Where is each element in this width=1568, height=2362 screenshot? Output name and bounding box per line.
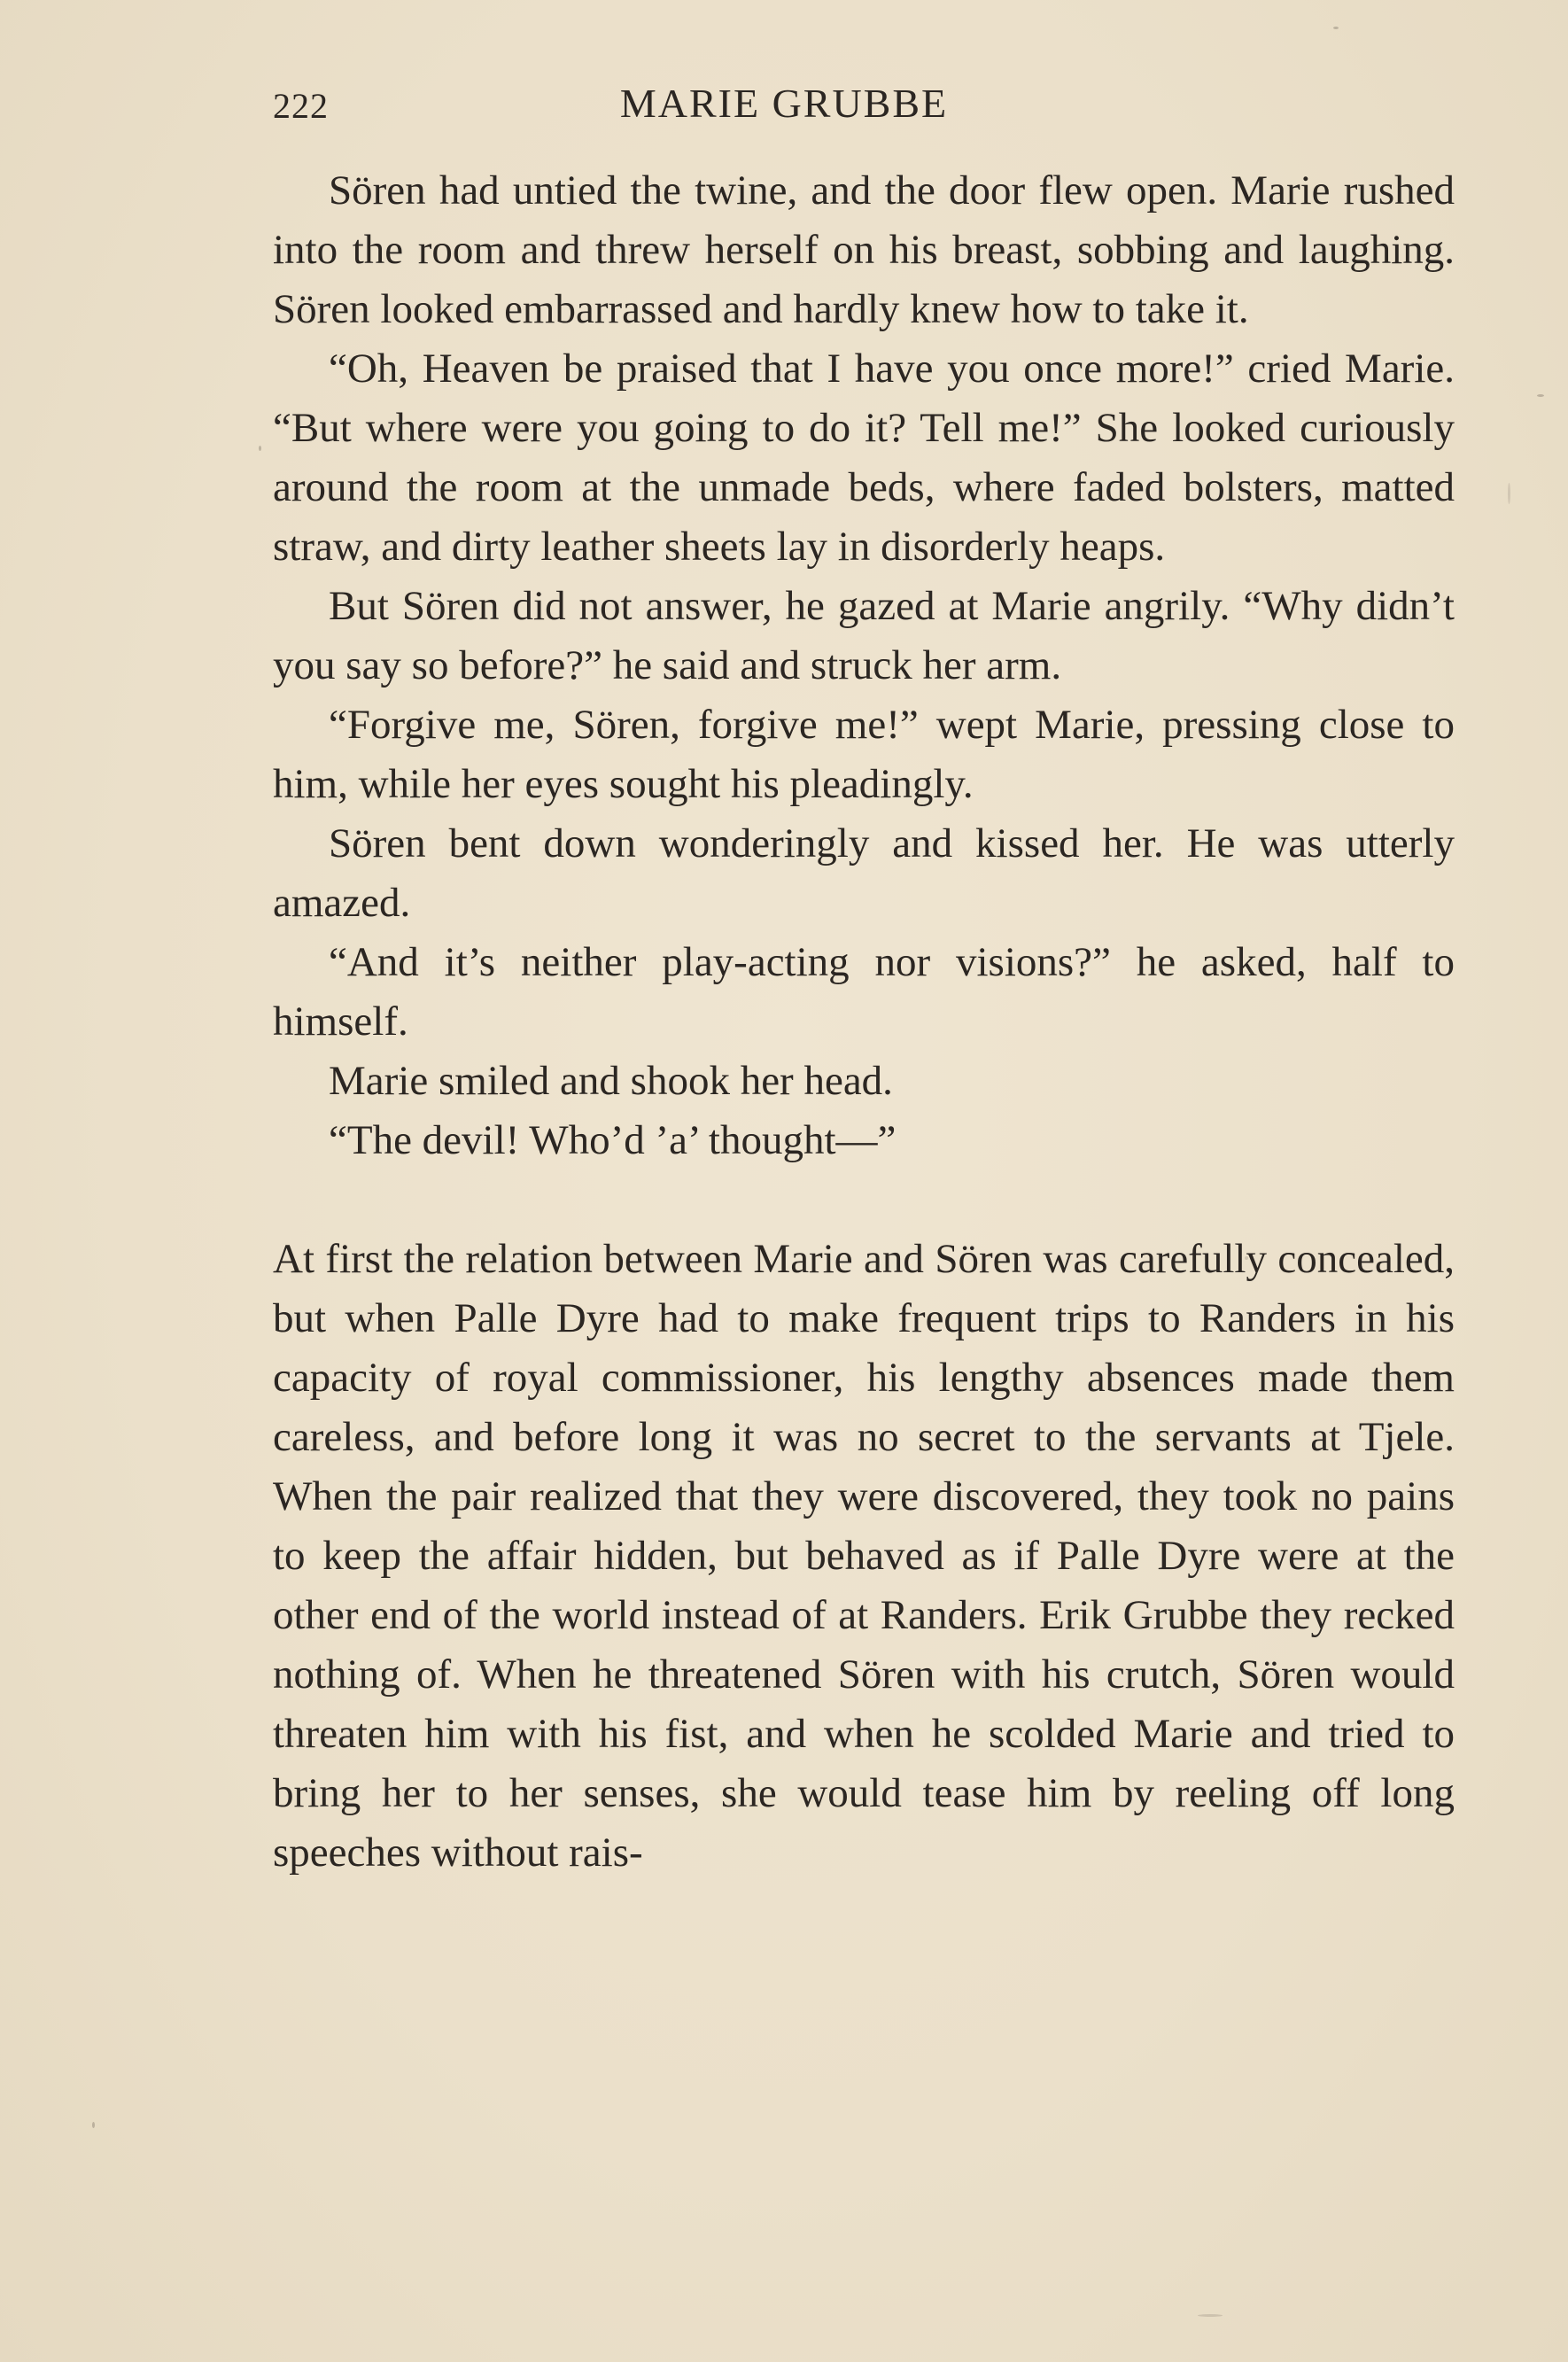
paper-speck (1245, 1256, 1248, 1260)
paragraph: “Forgive me, Sören, forgive me!” wept Marie, pressing close to him, while her eyes sought his pleadingly. (273, 702, 1455, 807)
paragraph-section-start: At first the relation between Marie and Sören was carefully concealed, but when Palle Dyre had to make frequent trips to Randers in his capacity of royal commissioner, his lengthy absences made them careless, and before long it was no secret to the servants at Tjele. When the pair realized that they were discovered, they took no pains to keep the affair hidden, but behaved as if Palle Dyre were at the other end of the world instead of at Randers. Erik Grubbe they recked nothing of. When he threatened Sören with his crutch, Sören would threaten him with his fist, and when he scolded Marie and tried to bring her to her senses, she would tease him by reeling off long speeches without rais- (273, 1236, 1455, 1876)
paragraph: “Oh, Heaven be praised that I have you once more!” cried Marie. “But where were you going to do it? Tell me!” She looked curiously around the room at the unmade beds, where faded bolsters, matted straw, and dirty leather sheets lay in disorderly heaps. (273, 346, 1455, 570)
running-title: MARIE GRUBBE (619, 81, 949, 126)
paper-speck (1508, 483, 1510, 504)
paragraph: Marie smiled and shook her head. (329, 1058, 893, 1104)
paragraph: Sören had untied the twine, and the door flew open. Marie rushed into the room and threw herself on his breast, sobbing and laughing. Sören looked embarrassed and hardly knew how to take it. (273, 167, 1455, 332)
page-header (0, 73, 1568, 135)
paragraph: “And it’s neither play-acting nor visions?” he asked, half to himself. (273, 939, 1455, 1045)
body-text (273, 161, 1455, 1883)
paragraph: “The devil! Who’d ’a’ thought—” (329, 1117, 897, 1163)
paper-speck (92, 2122, 95, 2128)
paper-speck (1198, 2314, 1223, 2317)
paragraph: But Sören did not answer, he gazed at Marie angrily. “Why didn’t you say so before?” he said and struck her arm. (273, 583, 1455, 688)
paper-speck (1537, 394, 1544, 397)
page-number: 222 (273, 86, 329, 126)
paper-speck (1333, 27, 1339, 29)
paragraph: Sören bent down wonderingly and kissed her. He was utterly amazed. (273, 820, 1455, 926)
paper-speck (259, 446, 261, 451)
